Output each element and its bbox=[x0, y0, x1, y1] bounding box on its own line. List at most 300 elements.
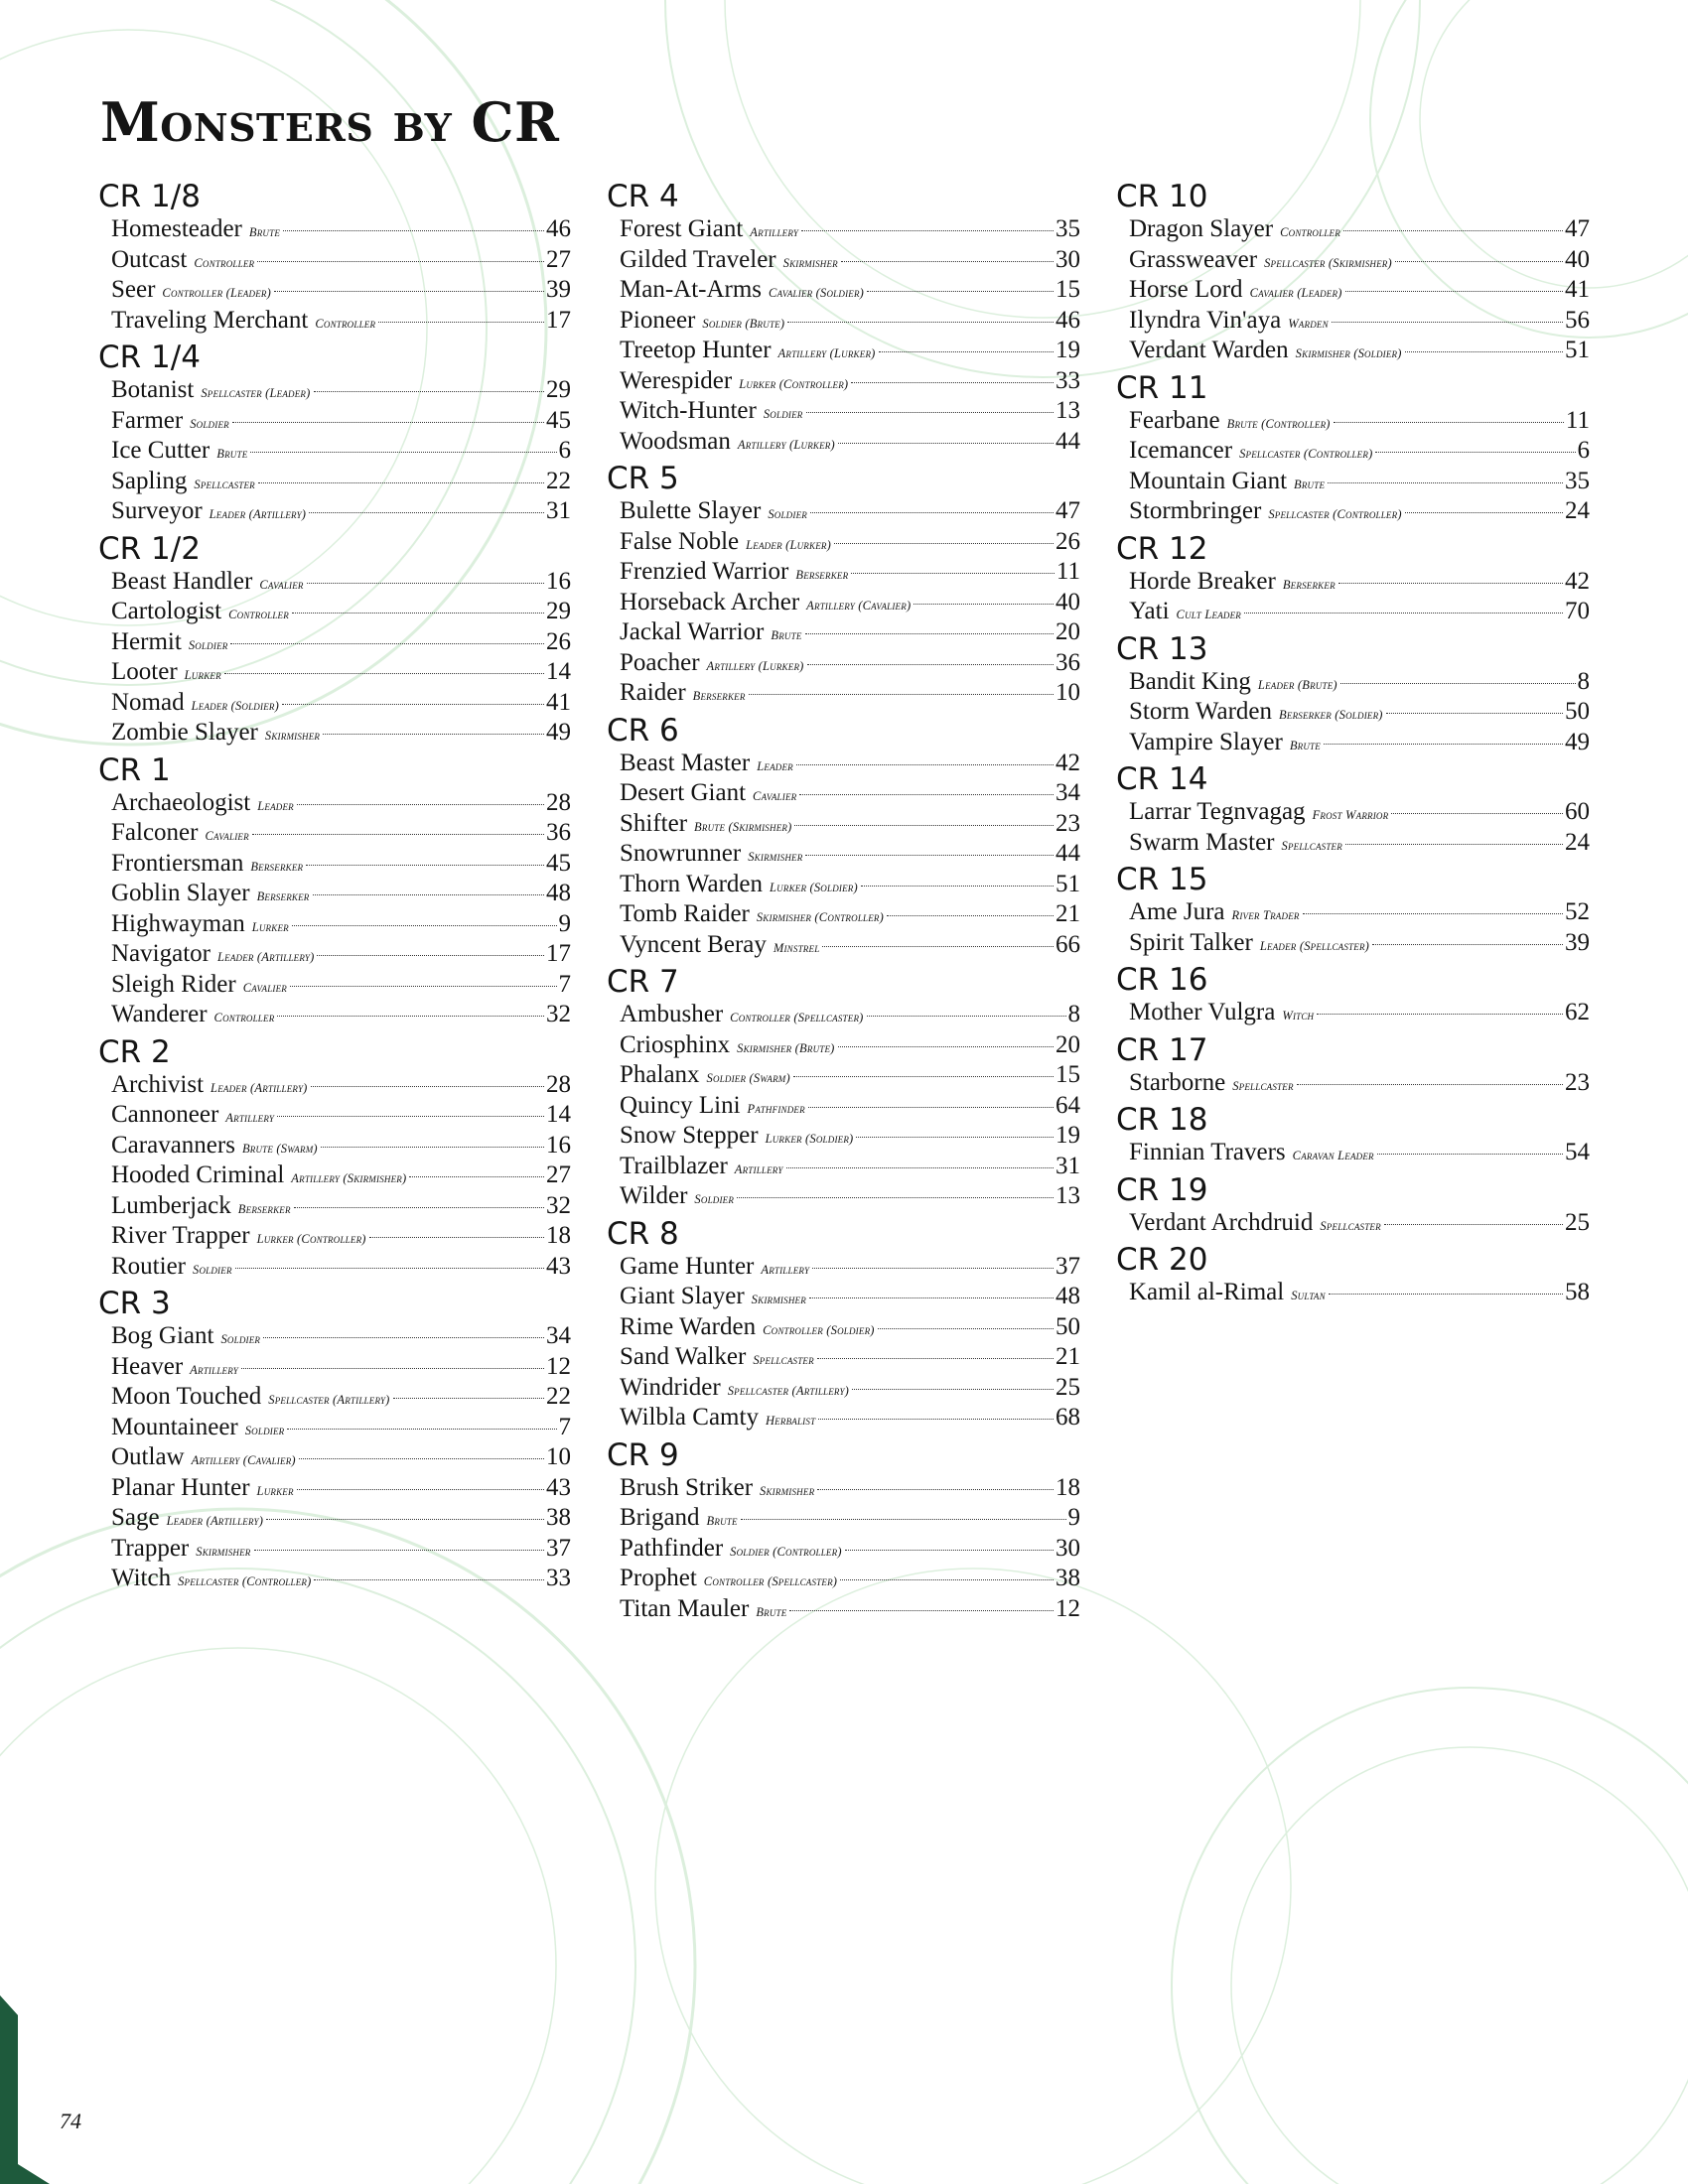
monster-entry bbox=[111, 627, 571, 658]
page-ref: 47 bbox=[1055, 497, 1080, 524]
monster-list bbox=[607, 1252, 1080, 1433]
monster-entry bbox=[620, 306, 1080, 337]
monster-entry bbox=[1129, 697, 1590, 728]
dot-leader bbox=[867, 1016, 1066, 1017]
monster-role: Spellcaster (Artillery) bbox=[268, 1393, 390, 1407]
monster-name: Witch bbox=[111, 1565, 172, 1591]
monster-list bbox=[1116, 998, 1590, 1028]
monster-role: Brute bbox=[1294, 477, 1326, 491]
monster-role: Spellcaster (Controller) bbox=[1268, 507, 1402, 521]
monster-name: Storm Warden bbox=[1129, 698, 1273, 725]
monster-entry bbox=[1129, 597, 1590, 627]
monster-entry bbox=[111, 1564, 571, 1594]
page-ref: 20 bbox=[1055, 618, 1080, 645]
monster-entry bbox=[111, 688, 571, 719]
page-ref: 17 bbox=[546, 306, 571, 334]
page-ref: 41 bbox=[546, 688, 571, 716]
dot-leader bbox=[309, 512, 544, 513]
dot-leader bbox=[250, 452, 556, 453]
monster-name: Beast Handler bbox=[111, 567, 253, 595]
monster-entry bbox=[111, 788, 571, 819]
monster-entry bbox=[620, 1181, 1080, 1212]
monster-name: Raider bbox=[620, 679, 686, 706]
monster-name: Planar Hunter bbox=[111, 1473, 250, 1501]
dot-leader bbox=[294, 1207, 544, 1208]
monster-entry bbox=[111, 1191, 571, 1222]
dot-leader bbox=[1317, 1014, 1563, 1015]
dot-leader bbox=[838, 1046, 1054, 1047]
cr-heading: CR 19 bbox=[1116, 1171, 1208, 1208]
page-ref: 24 bbox=[1565, 828, 1590, 856]
monster-entry bbox=[620, 557, 1080, 588]
monster-name: River Trapper bbox=[111, 1222, 250, 1249]
monster-name: Treetop Hunter bbox=[620, 337, 772, 363]
dot-leader bbox=[235, 1268, 544, 1269]
cr-heading: CR 8 bbox=[607, 1215, 679, 1252]
monster-name: Snowrunner bbox=[620, 840, 742, 867]
dot-leader bbox=[290, 986, 557, 987]
cr-heading: CR 4 bbox=[607, 179, 679, 214]
page-ref: 43 bbox=[546, 1252, 571, 1280]
monster-name: Falconer bbox=[111, 819, 199, 846]
monster-name: Vyncent Beray bbox=[620, 930, 767, 958]
monster-name: Woodsman bbox=[620, 427, 731, 455]
monster-role: Brute bbox=[216, 447, 248, 461]
monster-name: Bandit King bbox=[1129, 667, 1251, 695]
dot-leader bbox=[801, 230, 1054, 231]
monster-role: Leader (Artillery) bbox=[209, 507, 307, 521]
monster-entry bbox=[111, 306, 571, 337]
monster-name: Caravanners bbox=[111, 1131, 235, 1159]
monster-entry bbox=[111, 275, 571, 306]
monster-name: Icemancer bbox=[1129, 437, 1233, 464]
monster-entry bbox=[620, 214, 1080, 245]
page-ref: 28 bbox=[546, 1070, 571, 1098]
monster-role: Soldier bbox=[763, 407, 803, 421]
monster-entry bbox=[620, 275, 1080, 306]
page-ref: 13 bbox=[1055, 1182, 1080, 1209]
monster-role: Controller bbox=[1280, 225, 1340, 239]
monster-entry bbox=[111, 818, 571, 849]
monster-role: Brute (Swarm) bbox=[241, 1141, 318, 1156]
page-ref: 38 bbox=[1055, 1565, 1080, 1591]
page-ref: 45 bbox=[546, 406, 571, 434]
monster-role: Soldier bbox=[193, 1262, 232, 1277]
monster-role: Artillery bbox=[190, 1362, 238, 1377]
monster-name: Phalanx bbox=[620, 1061, 700, 1088]
monster-role: Berserker bbox=[1282, 577, 1336, 592]
dot-leader bbox=[1244, 613, 1563, 614]
dot-leader bbox=[805, 633, 1054, 634]
dot-leader bbox=[224, 673, 544, 674]
dot-leader bbox=[810, 512, 1054, 513]
page-ref: 40 bbox=[1565, 245, 1590, 273]
monster-role: Witch bbox=[1282, 1009, 1315, 1023]
monster-role: Controller (Leader) bbox=[162, 286, 271, 300]
monster-role: Lurker bbox=[251, 919, 289, 934]
monster-name: Pioneer bbox=[620, 306, 696, 334]
dot-leader bbox=[1405, 351, 1563, 352]
monster-role: Brute bbox=[706, 1514, 738, 1528]
monster-entry bbox=[1129, 436, 1590, 467]
monster-name: Spirit Talker bbox=[1129, 928, 1253, 956]
monster-name: Looter bbox=[111, 658, 178, 685]
page-ref: 37 bbox=[546, 1534, 571, 1562]
monster-entry bbox=[1129, 496, 1590, 527]
page-ref: 36 bbox=[1055, 648, 1080, 676]
cr-heading: CR 1 bbox=[98, 751, 171, 788]
monster-name: Goblin Slayer bbox=[111, 880, 250, 906]
monster-name: Pathfinder bbox=[620, 1534, 724, 1562]
monster-role: Soldier (Brute) bbox=[702, 316, 785, 331]
dot-leader bbox=[806, 412, 1055, 413]
cr-heading: CR 20 bbox=[1116, 1242, 1208, 1278]
monster-entry bbox=[1129, 567, 1590, 598]
dot-leader bbox=[1338, 583, 1563, 584]
monster-entry bbox=[111, 1131, 571, 1161]
monster-role: Berserker (Soldier) bbox=[1279, 708, 1383, 722]
page-ref: 51 bbox=[1055, 870, 1080, 897]
dot-leader bbox=[1297, 1084, 1563, 1085]
dot-leader bbox=[809, 1297, 1054, 1298]
dot-leader bbox=[254, 1550, 545, 1551]
monster-role: Cavalier bbox=[205, 829, 249, 843]
page-ref: 31 bbox=[546, 497, 571, 524]
dot-leader bbox=[812, 1268, 1054, 1269]
monster-name: Archivist bbox=[111, 1070, 205, 1098]
dot-leader bbox=[1345, 291, 1563, 292]
page-ref: 32 bbox=[546, 1191, 571, 1219]
monster-name: Finnian Travers bbox=[1129, 1139, 1286, 1165]
page-ref: 47 bbox=[1565, 215, 1590, 242]
dot-leader bbox=[1405, 512, 1563, 513]
page-ref: 15 bbox=[1055, 1061, 1080, 1088]
monster-role: Soldier bbox=[768, 507, 807, 521]
dot-leader bbox=[393, 1398, 544, 1399]
monster-entry bbox=[1129, 336, 1590, 366]
page-ref: 22 bbox=[546, 467, 571, 494]
dot-leader bbox=[277, 1116, 544, 1117]
dot-leader bbox=[851, 573, 1055, 574]
monster-role: Spellcaster bbox=[1232, 1078, 1294, 1093]
page-ref: 49 bbox=[546, 719, 571, 746]
monster-role: Lurker bbox=[184, 668, 221, 682]
monster-name: Cannoneer bbox=[111, 1101, 219, 1128]
monster-name: Wilder bbox=[620, 1182, 688, 1209]
monster-name: Trailblazer bbox=[620, 1152, 728, 1179]
monster-list bbox=[1116, 1208, 1590, 1239]
monster-name: Mother Vulgra bbox=[1129, 999, 1276, 1025]
monster-entry bbox=[111, 1252, 571, 1283]
monster-name: Desert Giant bbox=[620, 779, 747, 806]
page-ref: 50 bbox=[1055, 1312, 1080, 1340]
monster-entry bbox=[111, 909, 571, 940]
monster-list bbox=[98, 1070, 571, 1283]
monster-role: Artillery (Skirmisher) bbox=[291, 1171, 407, 1185]
monster-name: Beast Master bbox=[620, 749, 751, 776]
dot-leader bbox=[741, 1519, 1066, 1520]
monster-name: Starborne bbox=[1129, 1068, 1226, 1096]
dot-leader bbox=[1343, 230, 1563, 231]
monster-name: Larrar Tegnvagag bbox=[1129, 798, 1306, 825]
dot-leader bbox=[1324, 744, 1563, 745]
monster-name: Sand Walker bbox=[620, 1343, 747, 1370]
monster-role: Soldier (Controller) bbox=[730, 1544, 842, 1559]
monster-name: Verdant Archdruid bbox=[1129, 1208, 1314, 1236]
dot-leader bbox=[1372, 944, 1563, 945]
monster-name: Outcast bbox=[111, 245, 188, 273]
dot-leader bbox=[879, 351, 1054, 352]
dot-leader bbox=[369, 1237, 544, 1238]
dot-leader bbox=[313, 894, 544, 895]
monster-name: Poacher bbox=[620, 648, 700, 676]
dot-leader bbox=[252, 834, 544, 835]
monster-entry bbox=[620, 1152, 1080, 1182]
monster-name: Bog Giant bbox=[111, 1322, 214, 1349]
page-ref: 19 bbox=[1055, 337, 1080, 363]
monster-entry bbox=[1129, 998, 1590, 1028]
dot-leader bbox=[841, 261, 1054, 262]
dot-leader bbox=[317, 955, 544, 956]
monster-role: Cavalier bbox=[753, 789, 797, 803]
monster-entry bbox=[1129, 667, 1590, 698]
monster-list bbox=[607, 214, 1080, 457]
monster-entry bbox=[1129, 1068, 1590, 1099]
dot-leader bbox=[887, 915, 1054, 916]
cr-heading: CR 9 bbox=[607, 1436, 679, 1473]
page-ref: 42 bbox=[1565, 567, 1590, 595]
monster-entry bbox=[620, 809, 1080, 840]
monster-list bbox=[607, 1000, 1080, 1212]
dot-leader bbox=[838, 443, 1054, 444]
cr-heading: CR 10 bbox=[1116, 179, 1208, 214]
monster-name: Ambusher bbox=[620, 1001, 724, 1027]
page-ref: 30 bbox=[1055, 245, 1080, 273]
monster-entry bbox=[620, 427, 1080, 458]
monster-name: Vampire Slayer bbox=[1129, 728, 1283, 755]
dot-leader bbox=[793, 1076, 1054, 1077]
monster-name: Yati bbox=[1129, 598, 1170, 624]
monster-entry bbox=[111, 436, 571, 467]
dot-leader bbox=[861, 886, 1054, 887]
monster-list bbox=[607, 1473, 1080, 1625]
dot-leader bbox=[282, 704, 544, 705]
dot-leader bbox=[266, 1519, 544, 1520]
page-ref: 35 bbox=[1565, 467, 1590, 494]
monster-entry bbox=[1129, 214, 1590, 245]
cr-heading: CR 13 bbox=[1116, 630, 1208, 667]
monster-name: Hermit bbox=[111, 627, 182, 655]
page-ref: 27 bbox=[546, 245, 571, 273]
monster-role: Leader bbox=[757, 758, 793, 773]
page-ref: 39 bbox=[546, 276, 571, 303]
monster-role: Artillery (Lurker) bbox=[706, 658, 804, 673]
monster-role: Leader (Artillery) bbox=[216, 950, 315, 964]
dot-leader bbox=[822, 946, 1054, 947]
monster-entry bbox=[620, 588, 1080, 618]
page-ref: 12 bbox=[1055, 1594, 1080, 1622]
monster-entry bbox=[111, 245, 571, 276]
monster-name: Man-At-Arms bbox=[620, 276, 763, 303]
monster-entry bbox=[620, 396, 1080, 427]
monster-role: Berserker bbox=[692, 689, 746, 703]
dot-leader bbox=[287, 1429, 556, 1430]
corner-ornament bbox=[0, 1995, 50, 2184]
page-ref: 23 bbox=[1055, 809, 1080, 837]
monster-name: Trapper bbox=[111, 1534, 190, 1562]
monster-entry bbox=[620, 839, 1080, 870]
monster-entry bbox=[620, 1060, 1080, 1091]
monster-entry bbox=[111, 939, 571, 970]
page-ref: 34 bbox=[546, 1322, 571, 1349]
monster-role: Spellcaster (Controller) bbox=[178, 1574, 312, 1588]
dot-leader bbox=[1384, 1224, 1563, 1225]
monster-role: Skirmisher (Controller) bbox=[756, 910, 884, 924]
page-ref: 25 bbox=[1565, 1208, 1590, 1236]
monster-entry bbox=[1129, 1278, 1590, 1308]
dot-leader bbox=[1391, 813, 1563, 814]
monster-role: Spellcaster bbox=[753, 1353, 814, 1367]
monster-role: Controller (Soldier) bbox=[763, 1322, 875, 1337]
dot-leader bbox=[834, 543, 1054, 544]
monster-role: Soldier (Swarm) bbox=[706, 1071, 790, 1085]
page-ref: 41 bbox=[1565, 276, 1590, 303]
dot-leader bbox=[1329, 1294, 1563, 1295]
monster-list bbox=[98, 375, 571, 527]
monster-list bbox=[1116, 667, 1590, 758]
dot-leader bbox=[805, 855, 1054, 856]
monster-entry bbox=[620, 1282, 1080, 1312]
cr-heading: CR 6 bbox=[607, 712, 679, 749]
page-ref: 33 bbox=[1055, 366, 1080, 394]
dot-leader bbox=[818, 1419, 1054, 1420]
monster-entry bbox=[620, 899, 1080, 930]
monster-list bbox=[98, 214, 571, 336]
monster-role: Skirmisher (Brute) bbox=[737, 1040, 835, 1055]
dot-leader bbox=[258, 482, 544, 483]
page-ref: 18 bbox=[1055, 1473, 1080, 1501]
monster-name: Shifter bbox=[620, 809, 688, 837]
page-ref: 15 bbox=[1055, 276, 1080, 303]
monster-list bbox=[607, 496, 1080, 709]
monster-role: Berserker bbox=[237, 1201, 291, 1216]
page-ref: 7 bbox=[558, 1413, 571, 1440]
monster-role: Soldier bbox=[190, 416, 229, 431]
monster-name: Snow Stepper bbox=[620, 1122, 759, 1149]
monster-entry bbox=[111, 496, 571, 527]
page-ref: 11 bbox=[1565, 406, 1590, 434]
cr-heading: CR 14 bbox=[1116, 761, 1208, 797]
page-ref: 36 bbox=[546, 819, 571, 846]
monster-entry bbox=[620, 1121, 1080, 1152]
dot-leader bbox=[1386, 713, 1563, 714]
monster-name: Zombie Slayer bbox=[111, 719, 258, 746]
monster-entry bbox=[111, 1503, 571, 1534]
monster-name: Botanist bbox=[111, 376, 195, 403]
monster-list bbox=[1116, 1278, 1590, 1308]
monster-name: Frontiersman bbox=[111, 849, 244, 877]
monster-role: Cavalier bbox=[259, 577, 304, 592]
monster-entry bbox=[620, 1252, 1080, 1283]
monster-name: Brigand bbox=[620, 1504, 700, 1531]
monster-role: Artillery (Cavalier) bbox=[191, 1453, 296, 1467]
monster-role: Artillery (Lurker) bbox=[737, 437, 835, 452]
dot-leader bbox=[263, 1337, 544, 1338]
page-ref: 68 bbox=[1055, 1404, 1080, 1431]
monster-role: Leader (Spellcaster) bbox=[1259, 938, 1370, 953]
dot-leader bbox=[852, 1389, 1054, 1390]
monster-role: Brute bbox=[771, 628, 802, 642]
dot-leader bbox=[378, 322, 544, 323]
page-ref: 50 bbox=[1565, 698, 1590, 725]
cr-heading: CR 1/8 bbox=[98, 179, 201, 214]
cr-heading: CR 11 bbox=[1116, 369, 1208, 406]
page-ref: 9 bbox=[558, 909, 571, 937]
dot-leader bbox=[323, 734, 544, 735]
monster-name: Quincy Lini bbox=[620, 1091, 741, 1119]
dot-leader bbox=[1340, 683, 1576, 684]
monster-entry bbox=[620, 617, 1080, 648]
monster-entry bbox=[111, 467, 571, 497]
monster-entry bbox=[1129, 1138, 1590, 1168]
monster-name: Seer bbox=[111, 276, 156, 303]
page-ref: 38 bbox=[546, 1504, 571, 1531]
monster-entry bbox=[620, 366, 1080, 397]
dot-leader bbox=[232, 422, 544, 423]
monster-name: Wilbla Camty bbox=[620, 1404, 759, 1431]
dot-leader bbox=[283, 230, 544, 231]
dot-leader bbox=[787, 322, 1054, 323]
page-ref: 58 bbox=[1565, 1279, 1590, 1305]
page-ref: 37 bbox=[1055, 1252, 1080, 1280]
dot-leader bbox=[1345, 844, 1563, 845]
monster-name: Traveling Merchant bbox=[111, 306, 309, 334]
monster-role: Lurker (Controller) bbox=[739, 376, 849, 391]
page-ref: 32 bbox=[546, 1001, 571, 1027]
monster-name: Swarm Master bbox=[1129, 828, 1275, 856]
dot-leader bbox=[878, 1328, 1054, 1329]
monster-role: Warden bbox=[1288, 316, 1329, 331]
dot-leader bbox=[321, 1147, 544, 1148]
dot-leader bbox=[314, 1579, 544, 1580]
page-ref: 12 bbox=[546, 1352, 571, 1380]
page-ref: 11 bbox=[1055, 558, 1080, 585]
page-ref: 28 bbox=[546, 788, 571, 816]
monster-role: Controller (Spellcaster) bbox=[703, 1574, 838, 1588]
monster-role: Skirmisher bbox=[760, 1483, 815, 1498]
page-ref: 34 bbox=[1055, 779, 1080, 806]
dot-leader bbox=[851, 382, 1054, 383]
monster-name: Witch-Hunter bbox=[620, 397, 757, 424]
page-ref: 35 bbox=[1055, 215, 1080, 242]
monster-entry bbox=[620, 1503, 1080, 1534]
monster-role: Soldier bbox=[244, 1423, 285, 1437]
monster-name: Dragon Slayer bbox=[1129, 215, 1274, 242]
monster-role: Spellcaster (Leader) bbox=[201, 386, 311, 400]
monster-name: Navigator bbox=[111, 940, 211, 967]
monster-name: Surveyor bbox=[111, 497, 203, 524]
monster-role: Skirmisher (Soldier) bbox=[1295, 346, 1402, 360]
monster-role: Spellcaster (Artillery) bbox=[727, 1383, 850, 1398]
dot-leader bbox=[292, 613, 544, 614]
dot-leader bbox=[230, 643, 544, 644]
dot-leader bbox=[297, 804, 544, 805]
monster-role: Soldier bbox=[220, 1332, 261, 1346]
monster-name: Fearbane bbox=[1129, 406, 1220, 434]
monster-entry bbox=[620, 1534, 1080, 1565]
monster-name: Farmer bbox=[111, 406, 184, 434]
page-ref: 19 bbox=[1055, 1122, 1080, 1149]
